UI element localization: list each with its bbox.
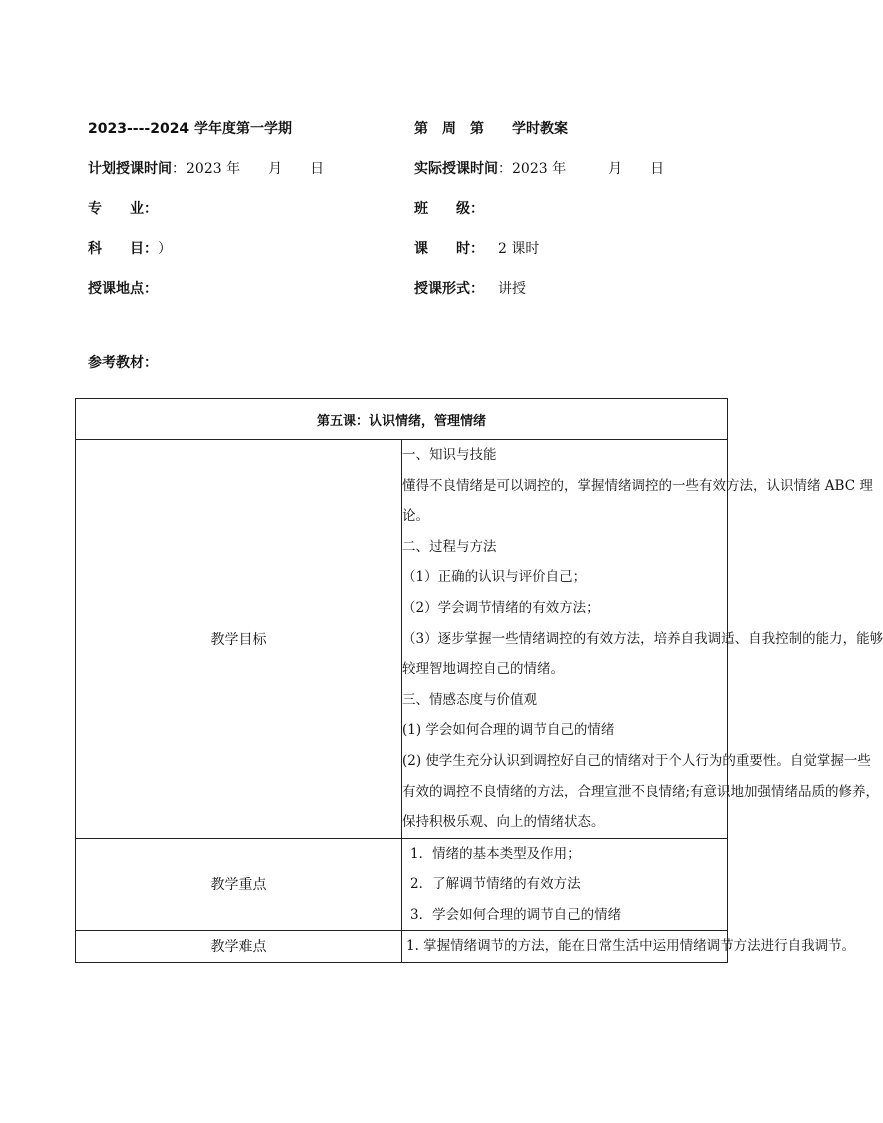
teaching-goals-content (402, 440, 883, 839)
key-points-content (402, 838, 728, 931)
goal-line: （2）学会调节情绪的有效方法； (402, 599, 600, 616)
goal-line: 较理智地调控自己的情绪。 (402, 661, 564, 678)
goal-line: 保持积极乐观、向上的情绪状态。 (402, 814, 605, 831)
term-title: 2023----2024 学年度第一学期 (88, 121, 293, 137)
class-label: 班 级： (414, 201, 484, 217)
goal-line: (1) 学会如何合理的调节自己的情绪 (402, 722, 615, 739)
difficulties-content (402, 931, 856, 963)
key-point-line: 3．学会如何合理的调节自己的情绪 (410, 906, 622, 923)
difficulties-label: 教学难点 (76, 931, 402, 963)
form-value: 讲授 (484, 281, 526, 297)
difficulties-row (76, 931, 728, 963)
hours-value: 2 课时 (484, 241, 540, 257)
header-row-major (88, 188, 708, 228)
lesson-title: 第五课：认识情绪，管理情绪 (76, 399, 728, 440)
goal-line: 有效的调控不良情绪的方法，合理宣泄不良情绪;有意识地加强情绪品质的修养， (402, 783, 880, 800)
goal-line: 懂得不良情绪是可以调控的，掌握情绪调控的一些有效方法，认识情绪 ABC 理 (402, 477, 873, 494)
goal-line: 三、情感态度与价值观 (402, 691, 537, 708)
planned-time-label: 计划授课时间 (88, 161, 172, 177)
goal-line: 二、过程与方法 (402, 538, 497, 555)
week-lesson-title: 第 周 第 学时教案 (414, 121, 568, 137)
major-label: 专 业： (88, 201, 158, 217)
key-point-line: 1．情绪的基本类型及作用； (410, 845, 581, 862)
header-row-time (88, 148, 708, 188)
goal-line: （1）正确的认识与评价自己； (402, 569, 587, 586)
header-row-term (88, 108, 708, 148)
planned-time-value: ：2023 年 月 日 (172, 161, 325, 177)
lesson-plan-header (88, 108, 708, 308)
subject-value: ） (158, 241, 172, 257)
header-row-subject (88, 228, 708, 268)
lesson-table (75, 398, 883, 963)
place-label: 授课地点： (88, 281, 158, 297)
hours-label: 课 时： (414, 241, 484, 257)
teaching-goals-row (76, 440, 728, 839)
actual-time-value: ：2023 年 月 日 (498, 161, 665, 177)
goal-line: 一、知识与技能 (402, 447, 497, 463)
teaching-goals-label: 教学目标 (76, 440, 402, 839)
goal-line: （3）逐步掌握一些情绪调控的有效方法，培养自我调适、自我控制的能力，能够 (402, 630, 883, 647)
lesson-title-row (76, 399, 728, 440)
actual-time-label: 实际授课时间 (414, 161, 498, 177)
difficulty-line: 1. 掌握情绪调节的方法，能在日常生活中运用情绪调节方法进行自我调节。 (406, 938, 856, 955)
goal-line: (2) 使学生充分认识到调控好自己的情绪对于个人行为的重要性。自觉掌握一些 (402, 752, 871, 769)
goal-line: 论。 (402, 508, 429, 525)
key-points-row (76, 838, 728, 931)
header-row-place (88, 268, 708, 308)
subject-label: 科 目： (88, 241, 158, 257)
key-points-label: 教学重点 (76, 838, 402, 931)
key-point-line: 2．了解调节情绪的有效方法 (410, 876, 581, 893)
form-label: 授课形式： (414, 281, 484, 297)
reference-textbook-label: 参考教材： (88, 355, 158, 371)
